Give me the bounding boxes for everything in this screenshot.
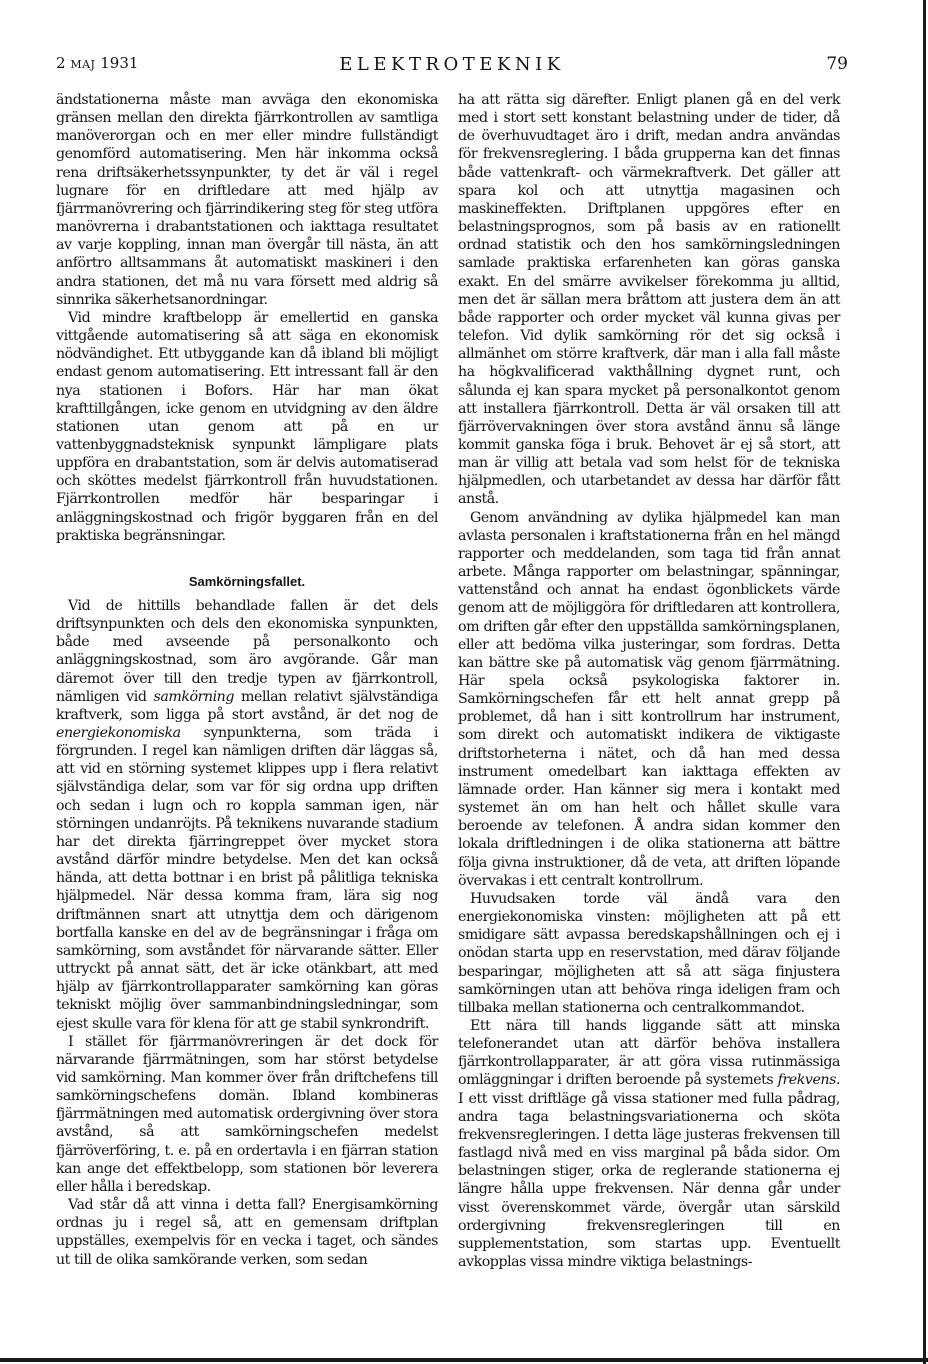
paragraph: ändstationerna måste man avväga den ekonomiska gränsen mellan den direkta fjärrkontrollen av samtliga manöverorgan och en mer eller mindre fullständigt genomförd automatisering. Men här inkomma också rena driftsäkerhetssynpunkter, ty det är väl i regel lugnare för en driftledare att med hjälp av fjärrmanövrering och fjärrindikering steg för steg utföra manövrerna i drabantstationen och iakttaga resultatet av varje koppling, innan man övergår till nästa, än att anförtro alltsammans åt automatiskt maskineri i den andra stationen, det må nu vara försett med aldrig så sinnrika säkerhetsanordningar. [56,92,438,308]
date-day: 2 [56,54,66,72]
section-heading: Samkörningsfallet. [188,573,306,589]
page-number: 79 [826,54,848,74]
paragraph [56,597,438,1033]
date-year: 1931 [100,54,139,72]
right-column [458,91,840,1271]
page-header [56,52,848,82]
text-run: I ett visst driftläge gå vissa stationer med fulla pådrag, andra taga belastningsvariationerna och sköta frekvensregleringen. I detta läge justeras frekvensen till fastlagd nivå med en viss marginal på båda sidor. Om belastningen stiger, orka de reglerande stationerna ej längre hålla uppe frekvensen. När denna går under visst överenskommet värde, övergår utan särskild ordergivning frekvensregleringen till en supplementstation, som startas upp. Eventuellt avkopplas vissa mindre viktiga belastnings- [458,1090,840,1270]
text-run: Vid de hittills behandlade fallen är det dels driftsynpunkten och dels den ekonomiska synpunkten, både med avseende på personalkonto och anläggningskostnad, som äro avgörande. Går man däremot över till den tredje typen av fjärrkontroll, nämligen vid [56,597,438,705]
paragraph: Vid mindre kraftbelopp är emellertid en ganska vittgående automatisering så att säga en ekonomisk nödvändighet. Ett utbyggande kan då ibland bli möjligt endast genom automatisering. Ett intressant fall är den nya stationen i Bofors. Här har man ökat krafttillgången, icke genom en utvidgning av den äldre stationen utan genom att på en ur vattenbyggnadsteknisk synpunkt lämpligare plats uppföra en drabantstation, som är delvis automatiserad och sköttes medelst fjärrkontroll från huvudstationen. Fjärrkontrollen medför här besparingar i anläggningskostnad och frigör byggaren från en del praktiska begränsningar. [56,309,438,544]
left-column [56,91,438,1269]
emphasis: frekvens. [777,1072,840,1089]
paragraph: Vad står då att vinna i detta fall? Energisamkörning ordnas ju i regel så, att en gemensam driftplan uppställes, exempelvis för en vecka i taget, och sändes ut till de olika samkörande verken, som sedan [56,1197,438,1268]
scan-edge-bottom [0,1358,928,1362]
scan-edge-right [923,0,926,1364]
paragraph: Genom användning av dylika hjälpmedel kan man avlasta personalen i kraftstationerna från en hel mängd rapporter och meddelanden, som taga tid från annat arbete. Många rapporter om belastningar, spänningar, vattenstånd och annat ha endast ögonblickets värde genom att de möjliggöra för driftledaren att kontrollera, om driften går efter den uppställda samkörningsplanen, eller att bedöma vilka justeringar, som fordras. Detta kan bättre ske på automatisk väg genom fjärrmätning. Här spela också psykologiska faktorer in. Samkörningschefen får ett helt annat grepp på problemet, då han i sitt kontrollrum har instrument, som direkt och automatiskt indikera de viktigaste driftstorheterna i nätet, och då han med dessa instrument omedelbart kan iakttaga effekten av lämnade order. Han känner sig mera i kontakt med systemet än om han helt och hållet skulle vara beroende av telefonen. Å andra sidan kommer den lokala driftledningen i de olika stationerna att bättre följa givna instruktioner, då de veta, att driften löpande övervakas i ett centralt kontrollrum. [458,509,840,889]
text-run: synpunkterna, som träda i förgrunden. I regel kan nämligen driften där läggas så, att vid en störning systemet klippes upp i flera relativt självständiga delar, som var för sig ordna upp driften och sedan i lugn och ro koppla samman igen, när störningen undanröjts. På teknikens nuvarande stadium har det direkta fjärringreppet över mycket stora avstånd därför mindre betydelse. Men det kan också hända, att detta bottnar i en brist på pålitliga tekniska hjälpmedel. När dessa komma fram, lära sig nog driftmännen snart att utnyttja dem och därigenom bortfalla kanske en del av de begränsningar i fråga om samkörning, som avståndet för närvarande sätter. Eller uttryckt på annat sätt, det är icke otänkbart, att med hjälp av fjärrkontrollapparater samkörning kan göras tekniskt möjlig över sammanbindningsledningar, som ejest skulle vara för klena för att ge stabil synkrondrift. [56,725,438,1032]
paragraph [458,1017,840,1271]
journal-title: ELEKTROTEKNIK [339,54,565,75]
emphasis: samkörning [153,688,234,705]
text-run: Ett nära till hands liggande sätt att minska telefonerandet utan att därför behöva installera fjärrkontrollapparater, är att göra vissa rutinmässiga omläggningar i driften beroende på systemets [458,1017,840,1089]
paragraph: ha att rätta sig därefter. Enligt planen gå en del verk med i stort sett konstant belastning under de tider, då de överhuvudtaget äro i drift, medan andra användas för frekvensreglering. I båda grupperna kan det finnas både vattenkraft- och värmekraftverk. Det gäller att spara kol och att utnyttja magasinen och maskineffekten. Driftplanen uppgöres efter en belastningsprognos, som på basis av en rationellt ordnad statistik och den hos samkörningsledningen samlade praktiska erfarenheten kan göras ganska exakt. En del smärre avvikelser förekomma ju alltid, men det är sällan mera bråttom att justera dem än att både rapporter och order mycket väl kunna givas per telefon. Vid dylik samkörning rör det sig också i allmänhet om större kraftverk, där man i alla fall måste ha högkvalificerad vakthållning dygnet runt, och sålunda ej kan spara mycket på personalkontot genom att installera fjärrkontroll. Detta är väl orsaken till att fjärrövervakningen över stora avstånd ännu så länge kommit ganska föga i bruk. Behovet är ej så stort, att man är villig att betala vad som helst för de tekniska hjälpmedlen, och utarbetandet av dessa har därför fått anstå. [458,92,840,508]
date-month: MAJ [70,58,96,71]
paragraph: Huvudsaken torde väl ändå vara den energiekonomiska vinsten: möjligheten att på ett smidigare sätt avpassa beredskapshållningen och ej i onödan starta upp en reservstation, med därav följande besparingar, möjligheten att så att säga finjustera samkörningen utan att behöva ringa ideligen fram och tillbaka mellan stationerna och centralkommandot. [458,890,840,1016]
emphasis: energiekonomiska [56,725,181,741]
paragraph: I stället för fjärrmanövreringen är det dock för närvarande fjärrmätningen, som har störst betydelse vid samkörning. Man kommer över från driftchefens till samkörningschefens domän. Ibland kombineras fjärrmätningen med automatisk ordergivning över stora avstånd, så att samkörningschefen medelst fjärröverföring, t. e. på en ordertavla i en fjärran station kan ange det effektbelopp, som stationen bör leverera eller hålla i beredskap. [56,1033,438,1195]
text-run: mellan relativt självständiga kraftverk, som ligga på stort avstånd, är det nog de [56,688,439,723]
